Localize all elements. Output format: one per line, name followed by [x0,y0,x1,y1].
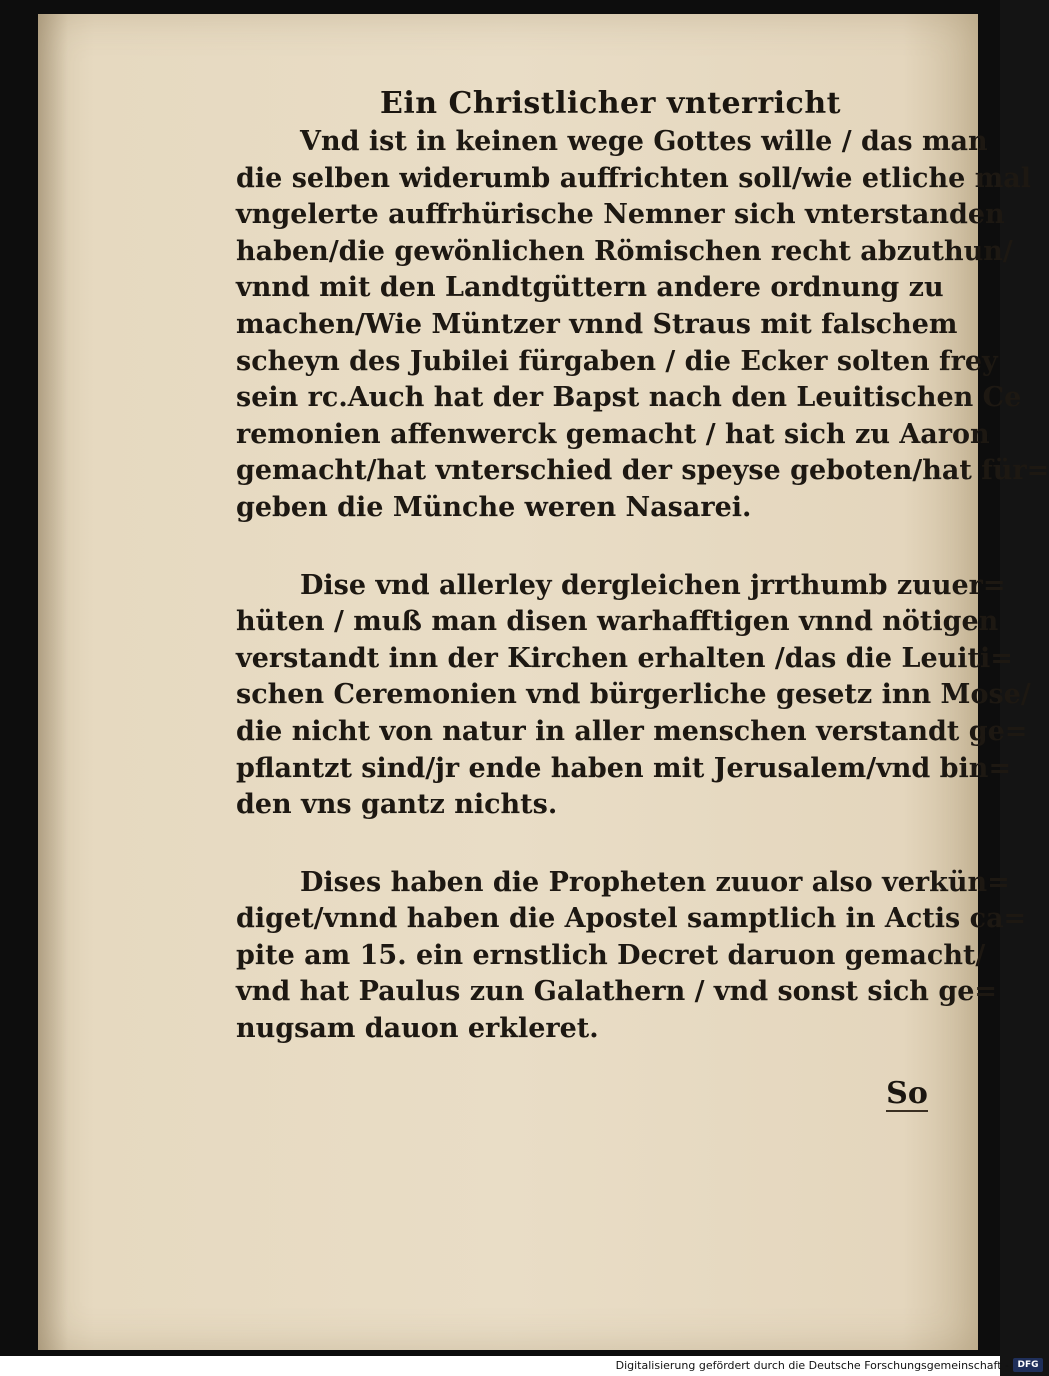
text-line: vngelerte auffrhürische Nemner sich vnterstanden [236,199,1005,231]
text-line: vnd hat Paulus zun Galathern / vnd sonst sich ge= [236,976,997,1008]
text-line: schen Ceremonien vnd bürgerliche gesetz inn Mose/ [236,679,1031,711]
text-line: pflantzt sind/jr ende haben mit Jerusalem/vnd bin= [236,752,1012,784]
body-text [236,124,1049,1048]
text-line: Dise vnd allerley dergleichen jrrthumb zuuer= [300,569,1006,601]
text-line: diget/vnnd haben die Apostel samptlich in Actis ca= [236,903,1027,935]
text-line: pite am 15. ein ernstlich Decret daruon gemacht/ [236,939,986,971]
text-line: die selben widerumb auffrichten soll/wie etliche mal [236,162,1032,194]
text-line: remonien affenwerck gemacht / hat sich zu Aaron [236,418,990,450]
text-line: die nicht von natur in aller menschen verstandt ge= [236,715,1028,747]
text-line: Dises haben die Propheten zuuor also verkün= [300,866,1010,898]
gutter-shadow [38,14,68,1350]
paragraph-3 [236,865,1027,1048]
funding-notice: Digitalisierung gefördert durch die Deutsche Forschungsgemeinschaft - [615,1359,1009,1372]
text-line: vnnd mit den Landtgüttern andere ordnung zu [236,272,944,304]
paragraph-1 [236,124,1049,527]
text-line: geben die Münche weren Nasarei. [236,491,752,523]
text-line: hüten / muß man disen warhafftigen vnnd nötigen [236,606,999,638]
text-line: nugsam dauon erkleret. [236,1013,599,1045]
text-line: scheyn des Jubilei fürgaben / die Ecker solten frey [236,345,998,377]
dfg-logo-icon: DFG [1013,1358,1043,1372]
text-line: haben/die gewönlichen Römischen recht abzuthun/ [236,235,1013,267]
catchword: So [882,1072,932,1116]
text-line: gemacht/hat vnterschied der speyse geboten/hat für= [236,455,1049,487]
text-line: sein rc.Auch hat der Bapst nach den Leuitischen Ce [236,382,1022,414]
text-line: machen/Wie Müntzer vnnd Straus mit falschem [236,308,958,340]
running-head: Ein Christlicher vnterricht [380,86,841,121]
paragraph-2 [236,568,1031,824]
text-line: verstandt inn der Kirchen erhalten /das die Leuiti= [236,642,1013,674]
text-line: Vnd ist in keinen wege Gottes wille / das man [300,126,988,157]
text-line: den vns gantz nichts. [236,789,558,821]
